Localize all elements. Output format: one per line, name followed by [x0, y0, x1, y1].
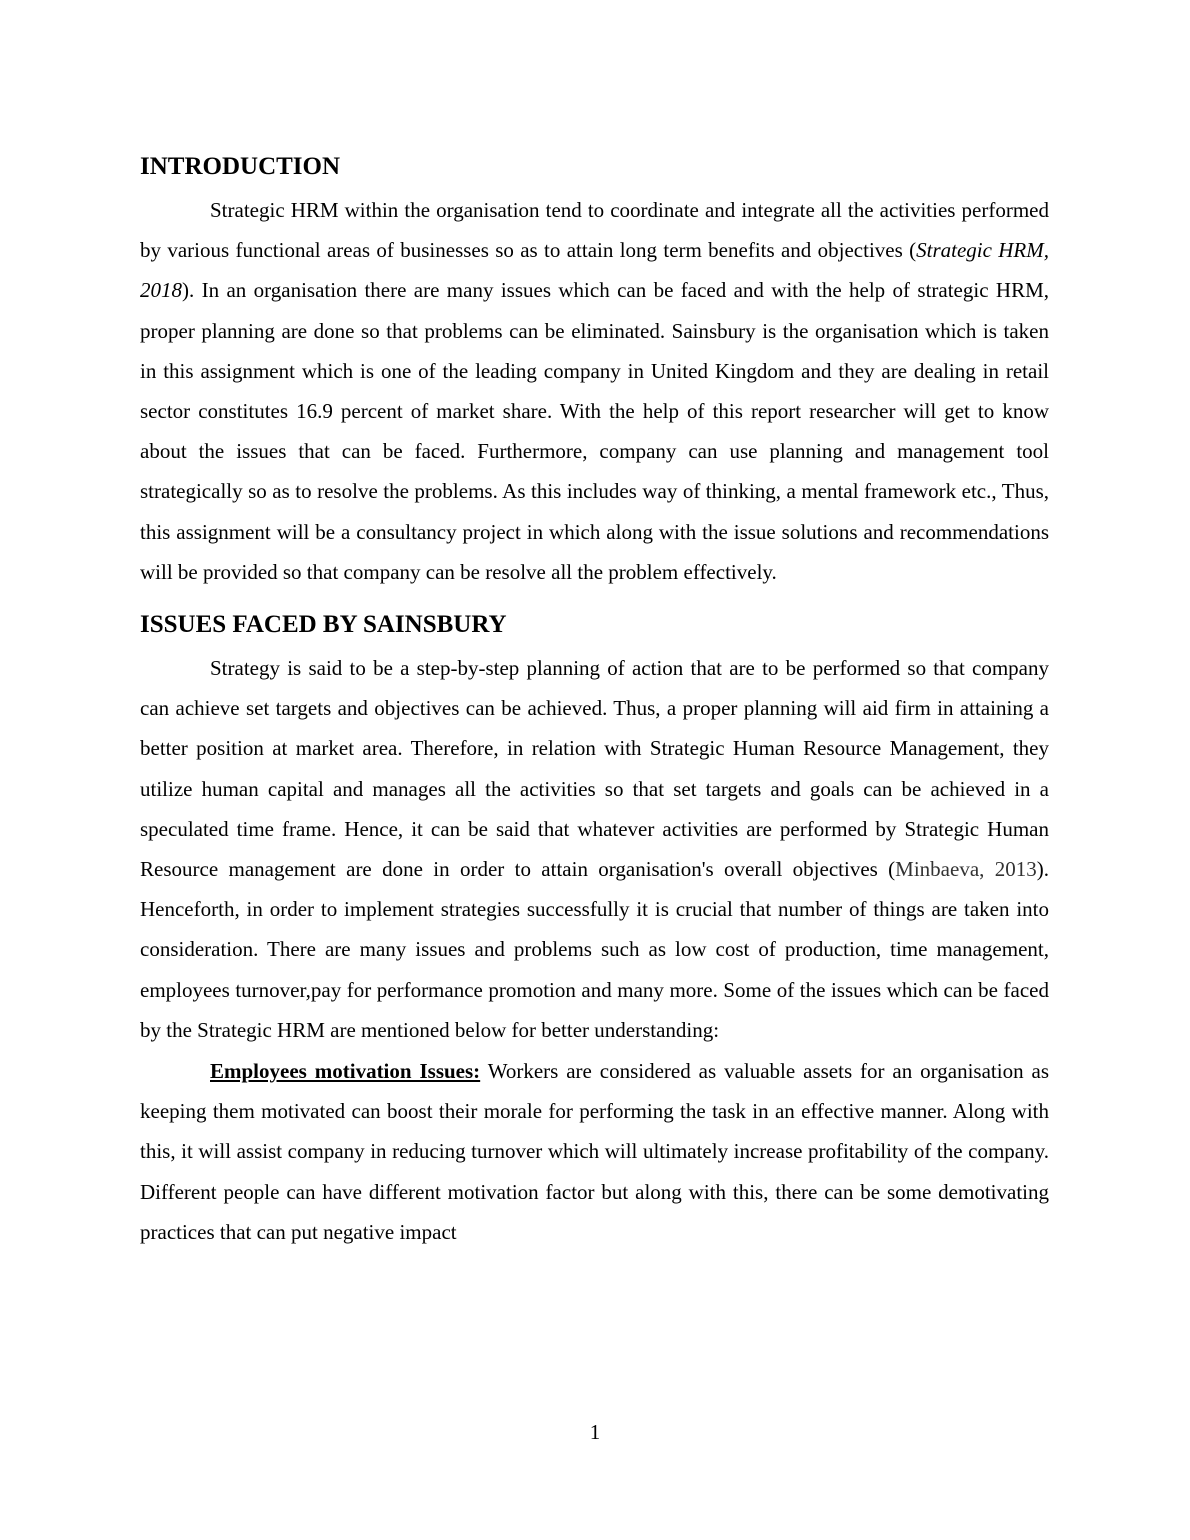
introduction-paragraph [140, 190, 1049, 592]
issues-text-after-citation: ). Henceforth, in order to implement strategies successfully it is crucial that number of things are taken into consideration. There are many issues and problems such as low cost of production, time management, employees turnover,pay for performance promotion and many more. Some of the issues which can be faced by the Strategic HRM are mentioned below for better understanding: [140, 857, 1049, 1042]
introduction-text-after-citation: ). In an organisation there are many issues which can be faced and with the help of strategic HRM, proper planning are done so that problems can be eliminated. Sainsbury is the organisation which is taken in this assignment which is one of the leading company in United Kingdom and they are dealing in retail sector constitutes 16.9 percent of market share. With the help of this report researcher will get to know about the issues that can be faced. Furthermore, company can use planning and management tool strategically so as to resolve the problems. As this includes way of thinking, a mental framework etc., Thus, this assignment will be a consultancy project in which along with the issue solutions and recommendations will be provided so that company can be resolve all the problem effectively. [140, 278, 1049, 584]
section-heading-issues: ISSUES FACED BY SAINSBURY [140, 611, 507, 639]
issues-paragraph [140, 648, 1049, 1050]
motivation-issues-text: Workers are considered as valuable assets for an organisation as keeping them motivated can boost their morale for performing the task in an effective manner. Along with this, it will assist company in reducing turnover which will ultimately increase profitability of the company. Different people can have different motivation factor but along with this, there can be some demotivating practices that can put negative impact [140, 1059, 1049, 1244]
motivation-issues-lead: Employees motivation Issues: [210, 1059, 481, 1084]
issues-text-before-citation: Strategy is said to be a step-by-step planning of action that are to be performed so that company can achieve set targets and objectives can be achieved. Thus, a proper planning will aid firm in attaining a better position at market area. Therefore, in relation with Strategic Human Resource Management, they utilize human capital and manages all the activities so that set targets and goals can be achieved in a speculated time frame. Hence, it can be said that whatever activities are performed by Strategic Human Resource management are done in order to attain organisation's overall objectives ( [140, 656, 1049, 882]
page-number: 1 [589, 1420, 601, 1444]
introduction-text-before-citation: Strategic HRM within the organisation tend to coordinate and integrate all the activities performed by various functional areas of businesses so as to attain long term benefits and objectives ( [140, 198, 1049, 263]
citation-minbaeva: Minbaeva, 2013 [895, 857, 1037, 882]
citation-strategic-hrm: Strategic HRM, 2018 [140, 238, 1049, 303]
section-heading-introduction: INTRODUCTION [140, 153, 341, 180]
document-page [140, 150, 1049, 1252]
motivation-paragraph [140, 1051, 1049, 1252]
